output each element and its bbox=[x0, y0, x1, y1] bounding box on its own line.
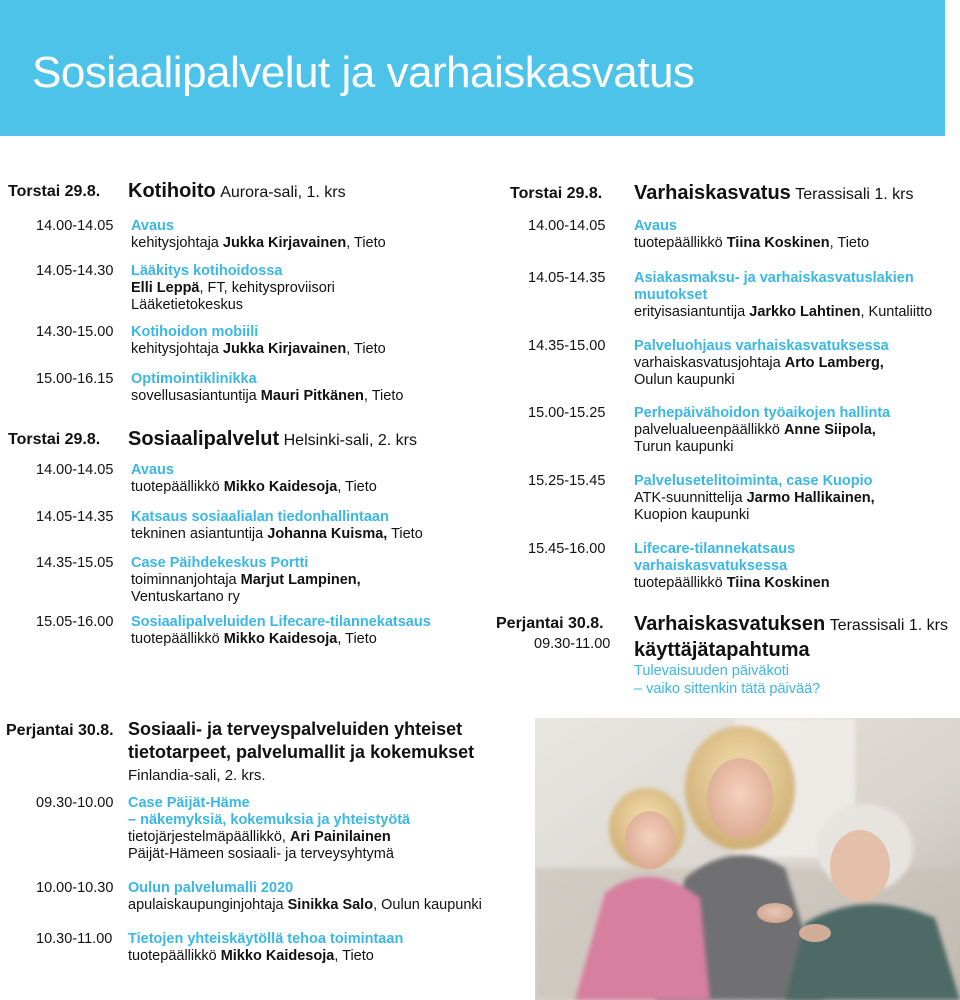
speaker-role: toiminnanjohtaja bbox=[131, 572, 237, 588]
speaker-name: Mikko Kaidesoja bbox=[220, 948, 335, 964]
speaker-org: , Oulun kaupunki bbox=[373, 897, 482, 913]
section-title-cont: käyttäjätapahtuma bbox=[634, 639, 810, 661]
section-venue: Terassisali 1. krs bbox=[829, 617, 948, 634]
section-day: Perjantai 30.8. bbox=[496, 615, 604, 632]
speaker-name: Arto Lamberg, bbox=[784, 355, 884, 371]
speaker-name: Ari Painilainen bbox=[290, 829, 391, 845]
section-subtitle-cont: – vaiko sittenkin tätä päivää? bbox=[634, 681, 821, 697]
speaker-role: tuotepäällikkö bbox=[131, 479, 220, 495]
sosiaali-title-row bbox=[128, 428, 417, 451]
speaker-role: sovellusasiantuntija bbox=[131, 388, 257, 404]
section-day: Torstai 29.8. bbox=[8, 183, 101, 200]
item-time: 14.35-15.05 bbox=[36, 555, 114, 571]
page-title: Sosiaalipalvelut ja varhaiskasvatus bbox=[32, 48, 695, 97]
item-title: Palvelusetelitoiminta, case Kuopio bbox=[634, 473, 873, 489]
speaker-org: , Tieto bbox=[346, 341, 386, 357]
section-venue: Helsinki-sali, 2. krs bbox=[283, 432, 417, 449]
item-title: Lifecare-tilannekatsaus bbox=[634, 541, 796, 557]
item-title: Case Päijät-Häme bbox=[128, 795, 250, 811]
speaker-name: Tiina Koskinen bbox=[726, 235, 830, 251]
item-time: 10.30-11.00 bbox=[36, 931, 113, 947]
speaker-org: Lääketietokeskus bbox=[131, 297, 244, 313]
family-photo-image bbox=[535, 718, 960, 1000]
header-banner bbox=[0, 0, 945, 136]
item-time: 14.35-15.00 bbox=[528, 338, 606, 354]
speaker-role: kehitysjohtaja bbox=[131, 341, 219, 357]
speaker-name: Johanna Kuisma, bbox=[267, 526, 388, 542]
speaker-name: Tiina Koskinen bbox=[726, 575, 830, 591]
item-time: 15.25-15.45 bbox=[528, 473, 606, 489]
speaker-org: , Tieto bbox=[337, 479, 377, 495]
yhteiset-title-block bbox=[128, 718, 474, 787]
yhteiset-header bbox=[6, 722, 114, 740]
item-time: 15.45-16.00 bbox=[528, 541, 606, 557]
speaker-org: , Tieto bbox=[334, 948, 374, 964]
varhais-title-row bbox=[634, 182, 913, 205]
speaker-org: , Tieto bbox=[829, 235, 870, 251]
section-day: Torstai 29.8. bbox=[510, 185, 603, 202]
speaker-org: Kuopion kaupunki bbox=[634, 507, 750, 523]
speaker-name: Jarkko Lahtinen bbox=[749, 304, 861, 320]
item-time: 14.05-14.35 bbox=[528, 270, 606, 286]
section-title: Sosiaali- ja terveyspalveluiden yhteiset bbox=[128, 719, 463, 739]
section-subtitle: Tulevaisuuden päiväkoti bbox=[634, 663, 790, 679]
speaker-org: , Kuntaliitto bbox=[860, 304, 933, 320]
item-time: 14.00-14.05 bbox=[528, 218, 606, 234]
section-day: Torstai 29.8. bbox=[8, 431, 101, 448]
section-day: Perjantai 30.8. bbox=[6, 722, 114, 739]
speaker-name: Mauri Pitkänen bbox=[260, 388, 364, 404]
item-title: Asiakasmaksu- ja varhaiskasvatuslakien bbox=[634, 270, 914, 286]
item-title: Perhepäivähoidon työaikojen hallinta bbox=[634, 405, 891, 421]
section-title: Varhaiskasvatus bbox=[634, 182, 791, 204]
speaker-org: , Tieto bbox=[337, 631, 377, 647]
item-time: 09.30-10.00 bbox=[36, 795, 114, 811]
speaker-name: Jukka Kirjavainen bbox=[222, 341, 347, 357]
speaker-name: Sinikka Salo bbox=[287, 897, 374, 913]
speaker-role: palvelualueenpäällikkö bbox=[634, 422, 780, 438]
varhais-header bbox=[510, 185, 602, 203]
speaker-role: varhaiskasvatusjohtaja bbox=[634, 355, 781, 371]
speaker-role: tekninen asiantuntija bbox=[131, 526, 264, 542]
item-title-cont: – näkemyksiä, kokemuksia ja yhteistyötä bbox=[128, 812, 411, 828]
speaker-role: tuotepäällikkö bbox=[128, 948, 217, 964]
item-title-cont: muutokset bbox=[634, 287, 708, 303]
speaker-name: Anne Siipola, bbox=[783, 422, 876, 438]
speaker-name: Elli Leppä bbox=[131, 280, 200, 296]
speaker-org: Tieto bbox=[387, 526, 423, 542]
item-time: 14.00-14.05 bbox=[36, 218, 114, 234]
item-title: Katsaus sosiaalialan tiedonhallintaan bbox=[131, 509, 389, 525]
speaker-role: apulaiskaupunginjohtaja bbox=[128, 897, 284, 913]
speaker-name: Jukka Kirjavainen bbox=[222, 235, 347, 251]
item-title: Kotihoidon mobiili bbox=[131, 324, 259, 340]
speaker-org: Ventuskartano ry bbox=[131, 589, 240, 605]
kayttaja-title-block bbox=[634, 612, 948, 698]
speaker-role: tuotepäällikkö bbox=[634, 235, 723, 251]
family-photo bbox=[535, 718, 960, 1000]
kotihoito-title-row bbox=[128, 180, 346, 203]
kotihoito-header bbox=[8, 183, 100, 201]
kayttaja-header bbox=[496, 615, 604, 633]
item-time: 09.30-11.00 bbox=[534, 636, 611, 652]
speaker-role: tuotepäällikkö bbox=[634, 575, 723, 591]
section-venue: Terassisali 1. krs bbox=[795, 186, 914, 203]
speaker-role: kehitysjohtaja bbox=[131, 235, 219, 251]
section-venue: Finlandia-sali, 2. krs. bbox=[128, 767, 266, 784]
item-title: Case Päihdekeskus Portti bbox=[131, 555, 309, 571]
section-title: Varhaiskasvatuksen bbox=[634, 613, 826, 635]
item-title: Sosiaalipalveluiden Lifecare-tilannekatsaus bbox=[131, 614, 431, 630]
item-title: Lääkitys kotihoidossa bbox=[131, 263, 283, 279]
item-title: Avaus bbox=[131, 218, 174, 234]
item-title-cont: varhaiskasvatuksessa bbox=[634, 558, 788, 574]
section-title: Sosiaalipalvelut bbox=[128, 428, 280, 450]
speaker-org: Turun kaupunki bbox=[634, 439, 734, 455]
speaker-name: Jarmo Hallikainen, bbox=[746, 490, 875, 506]
speaker-role: erityisasiantuntija bbox=[634, 304, 746, 320]
item-time: 15.00-15.25 bbox=[528, 405, 606, 421]
speaker-org: , Tieto bbox=[363, 388, 404, 404]
item-title: Palveluohjaus varhaiskasvatuksessa bbox=[634, 338, 889, 354]
speaker-name: Mikko Kaidesoja bbox=[223, 479, 338, 495]
item-time: 15.05-16.00 bbox=[36, 614, 114, 630]
item-title: Optimointiklinikka bbox=[131, 371, 257, 387]
speaker-name: Mikko Kaidesoja bbox=[223, 631, 338, 647]
item-title: Avaus bbox=[131, 462, 174, 478]
speaker-org: Oulun kaupunki bbox=[634, 372, 735, 388]
section-venue: Aurora-sali, 1. krs bbox=[220, 184, 346, 201]
speaker-role: ATK-suunnittelija bbox=[634, 490, 743, 506]
item-time: 15.00-16.15 bbox=[36, 371, 114, 387]
speaker-name: Marjut Lampinen, bbox=[240, 572, 361, 588]
sosiaali-header bbox=[8, 431, 100, 449]
item-time: 14.30-15.00 bbox=[36, 324, 114, 340]
item-title: Oulun palvelumalli 2020 bbox=[128, 880, 294, 896]
speaker-role: , FT, kehitysproviisori bbox=[199, 280, 335, 296]
section-title: Kotihoito bbox=[128, 180, 216, 202]
item-time: 14.00-14.05 bbox=[36, 462, 114, 478]
section-title-cont: tietotarpeet, palvelumallit ja kokemukset bbox=[128, 742, 475, 762]
speaker-role: tietojärjestelmäpäällikkö, bbox=[128, 829, 286, 845]
item-title: Tietojen yhteiskäytöllä tehoa toimintaan bbox=[128, 931, 404, 947]
item-time: 14.05-14.35 bbox=[36, 509, 114, 525]
item-time: 10.00-10.30 bbox=[36, 880, 114, 896]
speaker-org: , Tieto bbox=[346, 235, 386, 251]
speaker-role: tuotepäällikkö bbox=[131, 631, 220, 647]
item-title: Avaus bbox=[634, 218, 677, 234]
speaker-org: Päijät-Hämeen sosiaali- ja terveysyhtymä bbox=[128, 846, 394, 862]
item-time: 14.05-14.30 bbox=[36, 263, 114, 279]
